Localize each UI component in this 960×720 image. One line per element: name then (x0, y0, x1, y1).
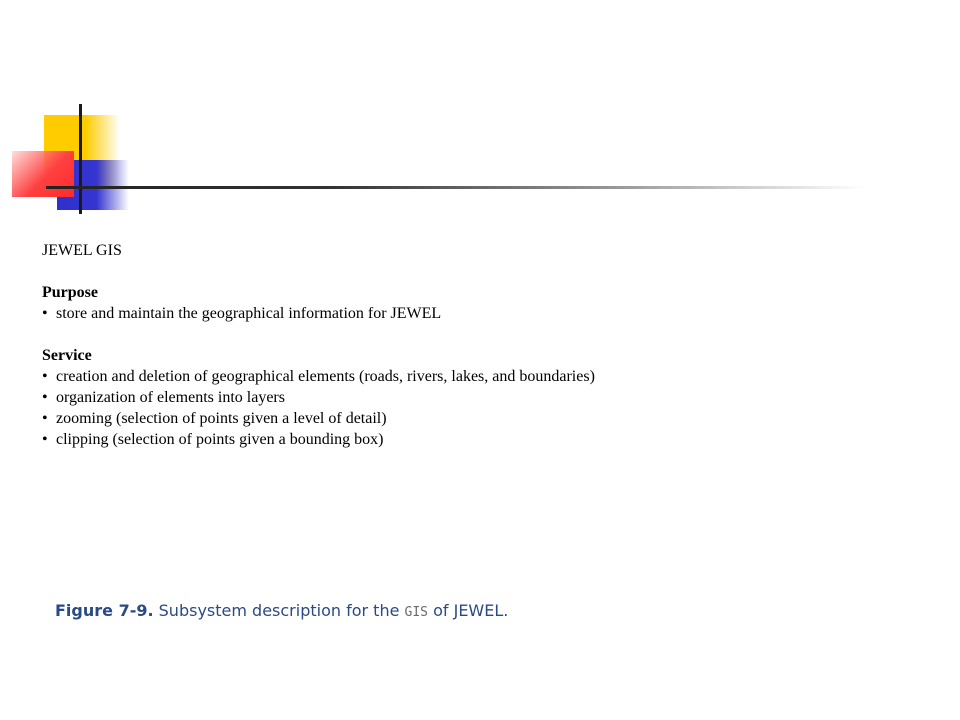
service-item (42, 387, 902, 408)
subsystem-description (42, 240, 902, 450)
bullet-icon: • (42, 431, 48, 448)
figure-label: Figure 7-9. (55, 601, 154, 620)
subsystem-name: JEWEL GIS (42, 242, 122, 259)
service-item (42, 429, 902, 450)
caption-text-after: of JEWEL. (428, 601, 509, 620)
figure-caption (55, 601, 508, 620)
service-item (42, 366, 902, 387)
service-item-text: clipping (selection of points given a bounding box) (56, 431, 384, 448)
purpose-item-text: store and maintain the geographical information for JEWEL (56, 305, 442, 322)
horizontal-rule-decoration (46, 186, 866, 189)
service-heading: Service (42, 347, 92, 364)
bullet-icon: • (42, 389, 48, 406)
purpose-item (42, 303, 902, 324)
vertical-rule-decoration (79, 104, 82, 214)
bullet-icon: • (42, 410, 48, 427)
spacer (42, 261, 902, 282)
red-square-decoration (12, 151, 74, 197)
bullet-icon: • (42, 368, 48, 385)
service-item-text: zooming (selection of points given a level of detail) (56, 410, 387, 427)
caption-code: GIS (404, 605, 428, 620)
bullet-icon: • (42, 305, 48, 322)
service-item (42, 408, 902, 429)
service-item-text: organization of elements into layers (56, 389, 285, 406)
slide-decoration (0, 0, 960, 230)
service-item-text: creation and deletion of geographical elements (roads, rivers, lakes, and boundaries) (56, 368, 595, 385)
caption-text-before: Subsystem description for the (153, 601, 405, 620)
purpose-heading: Purpose (42, 284, 98, 301)
spacer (42, 324, 902, 345)
